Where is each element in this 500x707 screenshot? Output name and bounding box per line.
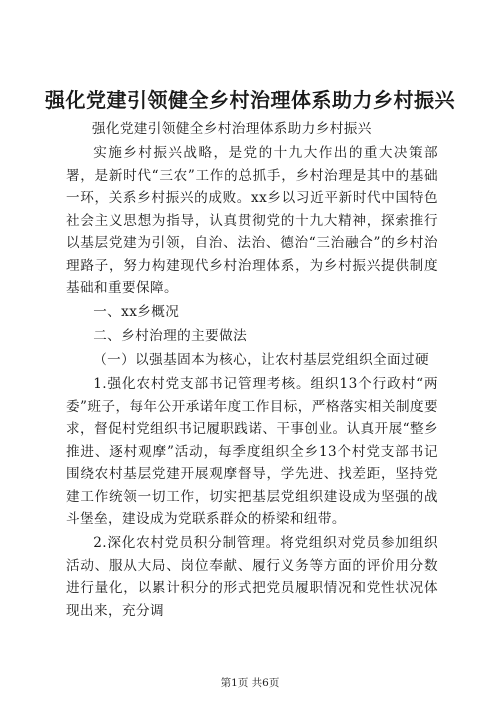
body-paragraph: 2.深化农村党员积分制管理。将党组织对党员参加组织活动、服从大局、岗位奉献、履行义务等方面的评价用分数进行量化，以累计积分的形式把党员履职情况和党性状况体现出来，充分调 bbox=[66, 535, 438, 619]
document-title: 强化党建引领健全乡村治理体系助力乡村振兴 bbox=[45, 88, 455, 112]
document-body bbox=[66, 118, 438, 624]
page-number: 第1页 共6页 bbox=[220, 677, 280, 689]
section-heading-practices: 二、乡村治理的主要做法 bbox=[93, 328, 248, 344]
body-paragraph: 1.强化农村党支部书记管理考核。组织13个行政村“两委”班子，每年公开承诺年度工作目标，严格落实相关制度要求，督促村党组织书记履职践诺、干事创业。认真开展“整乡推进、逐村观摩”活动，每季度组织全乡13个村党支部书记围绕农村基层党建开展观摩督导，学先进、找差距，坚持党建工作统领一切工作，切实把基层党组织建设成为坚强的战斗堡垒，建设成为党联系群众的桥梁和纽带。 bbox=[66, 376, 438, 527]
subsection-heading: （一）以强基固本为核心，让农村基层党组织全面过硬 bbox=[93, 352, 430, 368]
intro-paragraph: 实施乡村振兴战略，是党的十九大作出的重大决策部署，是新时代“三农”工作的总抓手，乡村治理是其中的基础一环，关系乡村振兴的成败。xx乡以习近平新时代中国特色社会主义思想为指导，认真贯彻党的十九大精神，探索推行以基层党建为引领，自治、法治、德治“三治融合”的乡村治理路子，努力构建现代乡村治理体系，为乡村振兴提供制度基础和重要保障。 bbox=[66, 145, 438, 296]
section-heading-overview: 一、xx乡概况 bbox=[93, 304, 180, 320]
subtitle-paragraph: 强化党建引领健全乡村治理体系助力乡村振兴 bbox=[91, 121, 372, 137]
